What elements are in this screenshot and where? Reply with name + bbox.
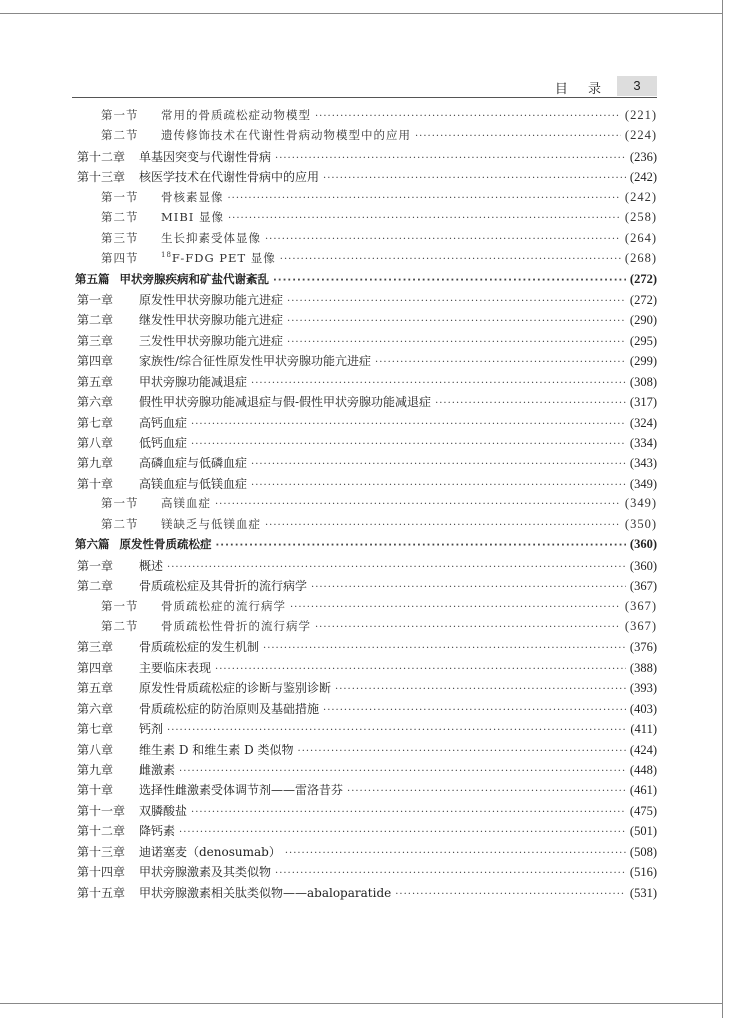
dot-leader — [415, 131, 621, 142]
entry-page: (367) — [624, 598, 657, 613]
dot-leader — [191, 419, 626, 430]
entry-title — [139, 311, 283, 328]
entry-title — [139, 434, 187, 451]
dot-leader — [251, 378, 626, 389]
entry-title-text: 概述 — [139, 558, 164, 573]
entry-page: (299) — [629, 354, 657, 369]
entry-label: 第六篇 — [75, 537, 110, 552]
entry-title-text: 高钙血症 — [139, 415, 188, 430]
entry-label: 第十章 — [77, 476, 114, 491]
entry-page: (388) — [629, 660, 657, 675]
entry-title — [161, 230, 261, 246]
dot-leader — [191, 439, 626, 450]
toc-entry-chapter[interactable] — [72, 761, 657, 781]
dot-leader — [273, 275, 626, 286]
entry-title — [120, 536, 212, 552]
entry-title — [161, 209, 224, 225]
entry-page: (295) — [629, 333, 657, 348]
toc-entry-section[interactable] — [72, 127, 657, 147]
toc-entry-section[interactable] — [72, 618, 657, 638]
entry-label: 第四节 — [101, 251, 139, 266]
entry-title — [161, 618, 311, 634]
entry-label: 第八章 — [77, 742, 114, 757]
entry-title-text: 降钙素 — [139, 824, 176, 839]
dot-leader — [215, 499, 621, 510]
entry-label: 第七章 — [77, 415, 114, 430]
entry-title-text: 钙剂 — [139, 722, 164, 737]
entry-title — [139, 352, 371, 369]
entry-title-text: 继发性甲状旁腺功能亢进症 — [139, 313, 284, 328]
entry-title-text: 骨质疏松性骨折的流行病学 — [161, 618, 311, 633]
toc-entry-chapter[interactable] — [72, 414, 657, 434]
entry-title-text: 甲状旁腺激素相关肽类似物——abaloparatide — [139, 885, 392, 900]
entry-title-text: 原发性骨质疏松症 — [119, 537, 212, 552]
entry-title-text: 核医学技术在代谢性骨病中的应用 — [139, 170, 320, 185]
toc-entry-chapter[interactable] — [72, 475, 657, 495]
entry-title-text: 生长抑素受体显像 — [161, 230, 261, 245]
entry-page: (475) — [629, 803, 657, 818]
entry-title — [139, 720, 163, 737]
entry-title — [161, 495, 211, 511]
entry-title-text: 骨核素显像 — [161, 189, 224, 204]
entry-title-text: 选择性雌激素受体调节剂——雷洛昔芬 — [139, 783, 344, 798]
dot-leader — [251, 480, 626, 491]
dot-leader — [323, 173, 626, 184]
dot-leader — [375, 357, 626, 368]
header-title: 目 录 — [554, 82, 609, 97]
entry-title — [139, 863, 271, 880]
toc-entry-chapter[interactable] — [72, 843, 657, 863]
entry-page: (290) — [629, 313, 657, 328]
entry-label: 第二节 — [101, 516, 139, 531]
entry-title-text: 雌激素 — [139, 763, 176, 777]
entry-label: 第十一章 — [77, 803, 126, 818]
entry-page: (343) — [629, 456, 657, 471]
entry-label: 第二章 — [77, 313, 114, 328]
entry-label: 第一节 — [101, 598, 139, 613]
entry-title-text: 维生素 D 和维生素 D 类似物 — [139, 742, 294, 757]
entry-label: 第二节 — [101, 618, 139, 633]
entry-label: 第七章 — [77, 722, 114, 737]
entry-title-text: 单基因突变与代谢性骨病 — [139, 149, 272, 164]
dot-leader — [215, 664, 626, 675]
entry-title — [139, 884, 391, 901]
entry-page: (516) — [629, 865, 657, 880]
entry-title — [139, 802, 187, 819]
entry-title-text: 甲状旁腺功能减退症 — [139, 374, 248, 389]
dot-leader — [167, 562, 626, 573]
entry-page: (258) — [624, 210, 657, 225]
toc-entry-section[interactable] — [72, 516, 657, 536]
entry-page: (264) — [624, 230, 657, 245]
entry-title — [161, 127, 411, 143]
dot-leader — [191, 807, 626, 818]
dot-leader — [179, 827, 626, 838]
dot-leader — [323, 705, 626, 716]
entry-label: 第二章 — [77, 579, 114, 594]
entry-title — [161, 250, 276, 266]
entry-label: 第三章 — [77, 333, 114, 348]
entry-title-text: 主要临床表现 — [139, 660, 212, 675]
entry-title — [139, 741, 294, 758]
dot-leader — [265, 520, 621, 531]
entry-title-text: 甲状旁腺激素及其类似物 — [139, 865, 272, 880]
toc-entry-chapter[interactable] — [72, 577, 657, 597]
entry-label: 第三章 — [77, 640, 114, 655]
toc-entry-section[interactable] — [72, 250, 657, 270]
entry-label: 第六章 — [77, 395, 114, 410]
entry-label: 第一章 — [77, 292, 114, 307]
entry-label: 第九章 — [77, 763, 114, 777]
toc-entry-chapter[interactable] — [72, 884, 657, 904]
dot-leader — [280, 254, 621, 265]
toc-entry-chapter[interactable] — [72, 373, 657, 393]
dot-leader — [335, 684, 626, 695]
dot-leader — [285, 848, 626, 859]
entry-title-text: 高镁血症 — [161, 496, 211, 511]
entry-title — [139, 454, 247, 471]
dot-leader — [216, 540, 626, 551]
entry-page: (360) — [629, 558, 657, 573]
entry-title-text: MIBI 显像 — [161, 210, 224, 225]
entry-label: 第十四章 — [77, 865, 126, 880]
toc-entry-chapter[interactable] — [72, 291, 657, 311]
dot-leader — [228, 213, 621, 224]
entry-title — [139, 577, 307, 594]
toc-entry-chapter[interactable] — [72, 332, 657, 352]
entry-label: 第一节 — [101, 189, 139, 204]
dot-leader — [265, 234, 621, 245]
entry-label: 第十二章 — [77, 149, 126, 164]
entry-title — [161, 516, 261, 532]
entry-title — [139, 679, 331, 696]
entry-label: 第二节 — [101, 210, 139, 225]
entry-page: (272) — [629, 292, 657, 307]
entry-page: (224) — [624, 128, 657, 143]
dot-leader — [315, 111, 621, 122]
entry-label: 第十章 — [77, 783, 114, 798]
entry-label: 第十二章 — [77, 824, 126, 839]
entry-page: (448) — [629, 763, 657, 777]
entry-title — [161, 189, 224, 205]
entry-label: 第十三章 — [77, 170, 126, 185]
toc-entry-chapter[interactable] — [72, 863, 657, 883]
entry-title — [139, 291, 283, 308]
entry-page: (360) — [629, 537, 657, 552]
entry-title-text: 甲状旁腺疾病和矿盐代谢紊乱 — [119, 271, 269, 286]
entry-page: (324) — [629, 415, 657, 430]
entry-page: (508) — [629, 844, 657, 859]
entry-label: 第五篇 — [75, 271, 110, 286]
entry-page: (236) — [629, 149, 657, 164]
toc-entry-chapter[interactable] — [72, 822, 657, 842]
entry-title — [161, 598, 286, 614]
entry-page: (393) — [629, 681, 657, 696]
entry-title-text: 双膦酸盐 — [139, 803, 188, 818]
entry-title-text: 遗传修饰技术在代谢性骨病动物模型中的应用 — [161, 128, 411, 143]
dot-leader — [167, 725, 626, 736]
entry-label: 第一章 — [77, 558, 114, 573]
entry-page: (350) — [624, 516, 657, 531]
toc-entry-chapter[interactable] — [72, 741, 657, 761]
toc-entry-chapter[interactable] — [72, 311, 657, 331]
entry-page: (221) — [624, 108, 657, 122]
entry-title-text: 常用的骨质疏松症动物模型 — [161, 108, 311, 122]
running-header — [72, 76, 657, 98]
dot-leader — [275, 868, 626, 879]
dot-leader — [395, 889, 626, 900]
dot-leader — [251, 459, 626, 470]
toc-entry-chapter[interactable] — [72, 781, 657, 801]
entry-page: (367) — [629, 579, 657, 594]
toc-entry-section[interactable] — [72, 495, 657, 515]
entry-label: 第八章 — [77, 436, 114, 450]
entry-title — [139, 475, 247, 492]
entry-title — [139, 843, 281, 860]
entry-label: 第三节 — [101, 230, 139, 245]
entry-title — [139, 148, 271, 165]
crop-mark-top — [0, 13, 722, 14]
entry-title — [139, 332, 283, 349]
toc-entry-part[interactable] — [72, 271, 657, 291]
entry-page: (403) — [629, 701, 657, 716]
dot-leader — [435, 398, 626, 409]
entry-title — [120, 271, 270, 287]
toc-entry-section[interactable] — [72, 230, 657, 250]
entry-page: (411) — [630, 722, 657, 737]
toc-entry-section[interactable] — [72, 209, 657, 229]
title-superscript: 18 — [161, 251, 172, 260]
table-of-contents — [72, 107, 657, 904]
entry-label: 第二节 — [101, 128, 139, 143]
entry-title-text: 骨质疏松症及其骨折的流行病学 — [139, 579, 308, 594]
dot-leader — [275, 153, 626, 164]
entry-title — [139, 393, 431, 410]
entry-page: (349) — [629, 476, 657, 491]
dot-leader — [287, 316, 626, 327]
entry-title — [139, 822, 175, 839]
entry-title-text: 假性甲状旁腺功能减退症与假-假性甲状旁腺功能减退症 — [139, 395, 432, 410]
entry-page: (461) — [629, 783, 657, 798]
dot-leader — [263, 643, 626, 654]
entry-label: 第五章 — [77, 681, 114, 696]
entry-page: (317) — [629, 395, 657, 410]
entry-page: (272) — [629, 271, 657, 286]
toc-entry-section[interactable] — [72, 598, 657, 618]
entry-title-text: 高磷血症与低磷血症 — [139, 456, 248, 471]
entry-title-text: 骨质疏松症的发生机制 — [139, 640, 260, 655]
entry-title — [139, 638, 259, 655]
entry-title — [139, 414, 187, 431]
entry-label: 第九章 — [77, 456, 114, 471]
entry-title — [139, 659, 211, 676]
entry-label: 第一节 — [101, 496, 139, 511]
entry-title-text: 镁缺乏与低镁血症 — [161, 516, 261, 531]
toc-entry-chapter[interactable] — [72, 454, 657, 474]
entry-title-text: 骨质疏松症的流行病学 — [161, 598, 286, 613]
entry-title-text: 三发性甲状旁腺功能亢进症 — [139, 333, 284, 348]
toc-entry-chapter[interactable] — [72, 557, 657, 577]
entry-page: (334) — [629, 436, 657, 450]
toc-entry-chapter[interactable] — [72, 434, 657, 454]
entry-page: (501) — [629, 824, 657, 839]
entry-title — [139, 373, 247, 390]
toc-entry-chapter[interactable] — [72, 168, 657, 188]
entry-label: 第十五章 — [77, 885, 126, 900]
entry-page: (268) — [624, 251, 657, 266]
entry-title — [139, 700, 319, 717]
entry-title — [139, 781, 343, 798]
toc-entry-part[interactable] — [72, 536, 657, 556]
entry-title-text: 低钙血症 — [139, 436, 188, 450]
entry-label: 第六章 — [77, 701, 114, 716]
page-number: 3 — [617, 76, 657, 96]
entry-title — [139, 168, 319, 185]
toc-entry-section[interactable] — [72, 107, 657, 127]
entry-title-text: 迪诺塞麦（denosumab） — [139, 844, 281, 859]
toc-entry-chapter[interactable] — [72, 148, 657, 168]
dot-leader — [287, 337, 626, 348]
entry-title-text: 高镁血症与低镁血症 — [139, 476, 248, 491]
toc-entry-chapter[interactable] — [72, 679, 657, 699]
entry-page: (242) — [624, 189, 657, 204]
toc-entry-chapter[interactable] — [72, 700, 657, 720]
toc-entry-chapter[interactable] — [72, 720, 657, 740]
entry-label: 第四章 — [77, 354, 114, 369]
entry-page: (242) — [629, 170, 657, 185]
entry-title-text: 原发性骨质疏松症的诊断与鉴别诊断 — [139, 681, 332, 696]
entry-page: (424) — [629, 742, 657, 757]
entry-label: 第四章 — [77, 660, 114, 675]
entry-title-text: F-FDG PET 显像 — [171, 251, 276, 266]
entry-title — [139, 761, 175, 778]
entry-title — [161, 107, 311, 123]
entry-page: (376) — [629, 640, 657, 655]
dot-leader — [311, 582, 626, 593]
toc-entry-chapter[interactable] — [72, 393, 657, 413]
entry-page: (367) — [624, 618, 657, 633]
entry-page: (531) — [629, 885, 657, 900]
toc-entry-section[interactable] — [72, 189, 657, 209]
dot-leader — [179, 766, 626, 777]
dot-leader — [315, 622, 621, 633]
dot-leader — [347, 786, 626, 797]
toc-entry-chapter[interactable] — [72, 352, 657, 372]
crop-mark-bottom — [0, 1003, 722, 1004]
entry-title-text: 原发性甲状旁腺功能亢进症 — [139, 292, 284, 307]
dot-leader — [290, 602, 621, 613]
toc-entry-chapter[interactable] — [72, 638, 657, 658]
toc-entry-chapter[interactable] — [72, 802, 657, 822]
entry-title-text: 家族性/综合征性原发性甲状旁腺功能亢进症 — [139, 354, 372, 369]
entry-label: 第十三章 — [77, 844, 126, 859]
entry-page: (349) — [624, 496, 657, 511]
toc-entry-chapter[interactable] — [72, 659, 657, 679]
dot-leader — [298, 746, 626, 757]
dot-leader — [287, 296, 626, 307]
entry-title — [139, 557, 163, 574]
crop-mark-right — [722, 0, 723, 1018]
entry-label: 第一节 — [101, 108, 139, 122]
dot-leader — [228, 193, 621, 204]
entry-label: 第五章 — [77, 374, 114, 389]
entry-title-text: 骨质疏松症的防治原则及基础措施 — [139, 701, 320, 716]
entry-page: (308) — [629, 374, 657, 389]
